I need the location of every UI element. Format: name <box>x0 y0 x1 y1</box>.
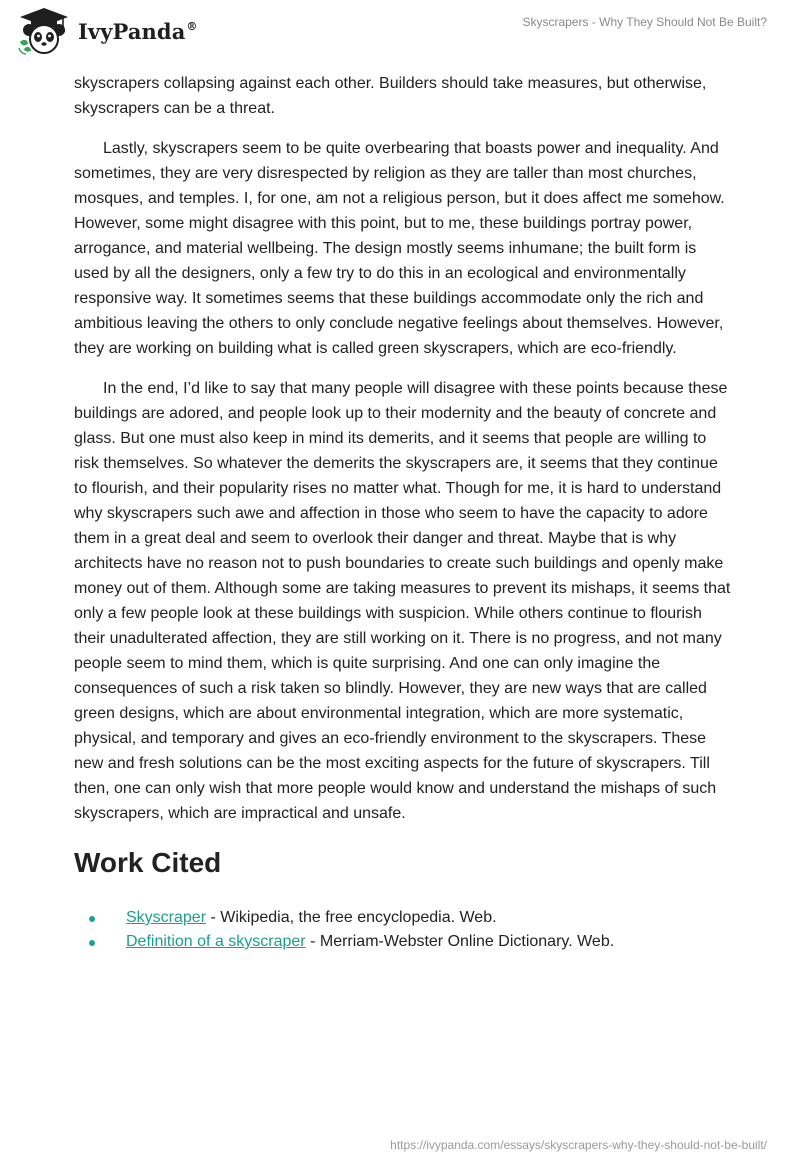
bullet-icon <box>89 940 95 946</box>
list-item <box>74 906 734 930</box>
list-item <box>74 930 734 954</box>
paragraph: In the end, I’d like to say that many people will disagree with these points because these buildings are adored, and people look up to their modernity and the beauty of concrete and glass. But one must also keep in mind its demerits, and it seems that people are willing to risk themselves. So whatever the demerits the skyscrapers are, it seems that they continue to flourish, and their popularity rises no matter what. Though for me, it is hard to understand why skyscrapers such awe and affection in those who seem to have the capacity to adore them in a great deal and seem to overlook their danger and threat. Maybe that is why architects have no reason not to push boundaries to create such buildings and openly make money out of them. Although some are taking measures to prevent its mishaps, it seems that only a few people look at these buildings with suspicion. While others continue to flourish their unadulterated affection, they are still working on it. There is no progress, and not many people seem to mind them, which is quite surprising. And one can only imagine the consequences of such a risk taken so blindly. However, they are new ways that are called green designs, which are about environmental integration, which are more systematic, physical, and temporary and gives an eco-friendly environment to the skyscrapers. These new and fresh solutions can be the most exciting aspects for the future of skyscrapers. Till then, one can only wish that more people would know and understand the mishaps of such skyscrapers, which are impractical and unsafe. <box>74 380 731 822</box>
page-header <box>0 0 800 72</box>
essay-content <box>74 71 734 954</box>
panda-graduate-icon <box>16 6 72 56</box>
document-title: Skyscrapers - Why They Should Not Be Built? <box>522 15 767 29</box>
reference-link-definition[interactable]: Definition of a skyscraper <box>126 933 306 950</box>
brand-name: IvyPanda® <box>78 18 198 44</box>
bullet-icon <box>89 916 95 922</box>
paragraph: skyscrapers collapsing against each other. Builders should take measures, but otherwise, skyscrapers can be a threat. <box>74 75 707 117</box>
reference-source: - Merriam-Webster Online Dictionary. Web. <box>305 933 615 950</box>
ivypanda-logo[interactable] <box>16 6 198 56</box>
works-cited-heading: Work Cited <box>74 847 222 878</box>
source-url[interactable]: https://ivypanda.com/essays/skyscrapers-why-they-should-not-be-built/ <box>390 1138 767 1152</box>
registered-mark: ® <box>186 19 198 33</box>
paragraph: Lastly, skyscrapers seem to be quite overbearing that boasts power and inequality. And sometimes, they are very disrespected by religion as they are taller than most churches, mosques, and temples. I, for one, am not a religious person, but it does affect me somehow. However, some might disagree with this point, but to me, these buildings portray power, arrogance, and material wellbeing. The design mostly seems inhumane; the built form is used by all the designers, only a few try to do this in an ecological and environmentally responsive way. It sometimes seems that these buildings accommodate only the rich and ambitious leaving the others to only conclude negative feelings about themselves. However, they are working on building what is called green skyscrapers, which are eco-friendly. <box>74 140 725 357</box>
works-cited-list <box>74 906 734 954</box>
reference-link-skyscraper[interactable]: Skyscraper <box>126 909 207 926</box>
reference-source: - Wikipedia, the free encyclopedia. Web. <box>206 909 497 926</box>
